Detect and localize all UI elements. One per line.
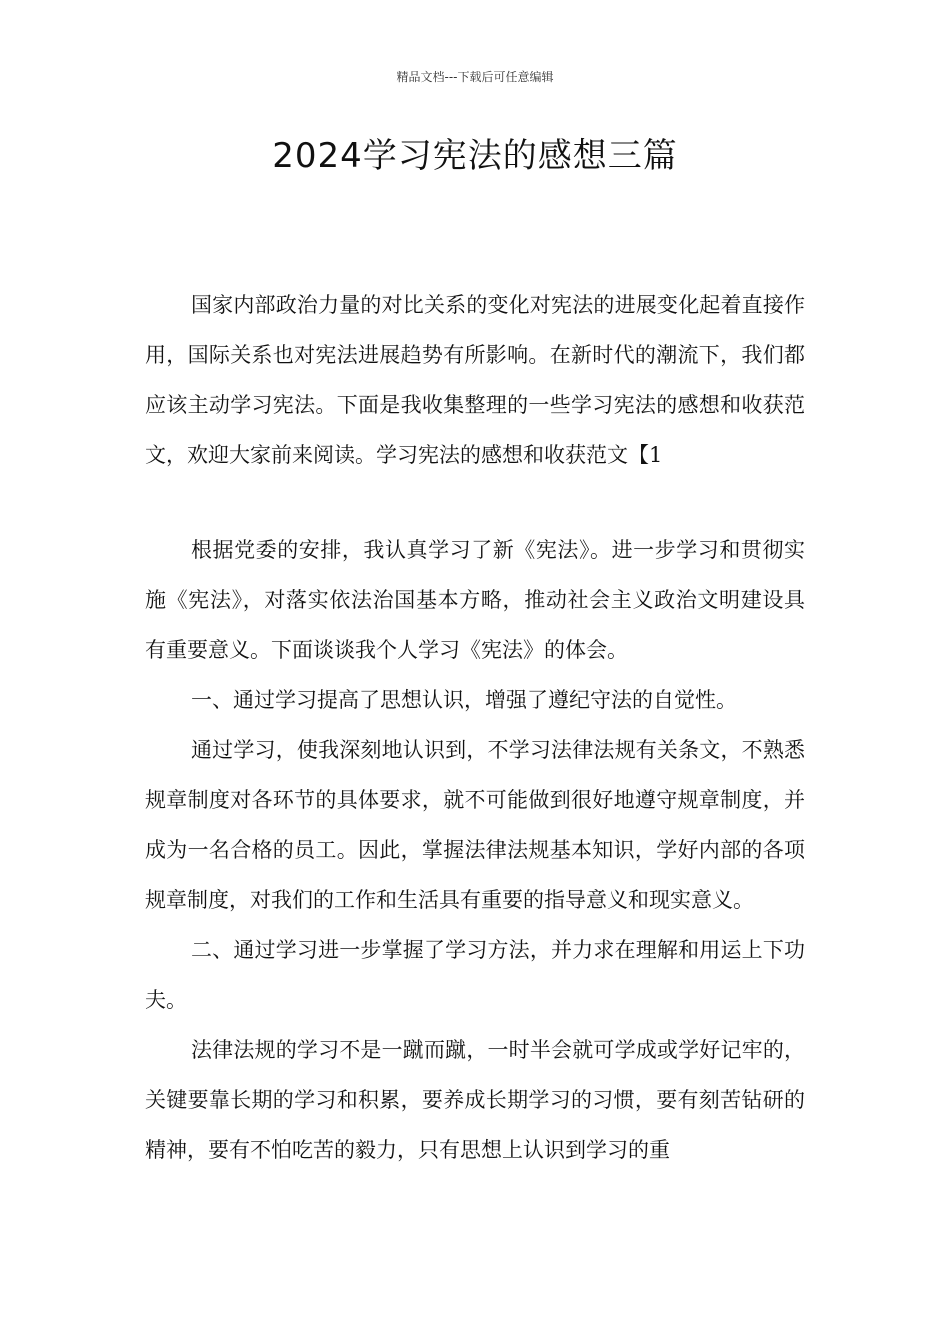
document-title: 2024学习宪法的感想三篇: [272, 136, 678, 176]
intro-block: [145, 280, 805, 480]
section-heading: 一、通过学习提高了思想认识，增强了遵纪守法的自觉性。: [191, 688, 737, 712]
section-heading: 二、通过学习进一步掌握了学习方法，并力求在理解和用运上下功夫。: [145, 938, 805, 1012]
intro-paragraph: 国家内部政治力量的对比关系的变化对宪法的进展变化起着直接作用，国际关系也对宪法进展趋势有所影响。在新时代的潮流下，我们都应该主动学习宪法。下面是我收集整理的一些学习宪法的感想和收获范文，欢迎大家前来阅读。学习宪法的感想和收获范文【1: [145, 293, 805, 467]
header-note: 精品文档---下载后可任意编辑: [396, 70, 554, 84]
body-paragraph: 通过学习，使我深刻地认识到，不学习法律法规有关条文，不熟悉规章制度对各环节的具体要求，就不可能做到很好地遵守规章制度，并成为一名合格的员工。因此，掌握法律法规基本知识，学好内部的各项规章制度，对我们的工作和生活具有重要的指导意义和现实意义。: [145, 738, 805, 912]
body-block: [145, 525, 805, 1175]
body-paragraph: 根据党委的安排，我认真学习了新《宪法》。进一步学习和贯彻实施《宪法》，对落实依法治国基本方略，推动社会主义政治文明建设具有重要意义。下面谈谈我个人学习《宪法》的体会。: [145, 538, 805, 662]
body-paragraph: 法律法规的学习不是一蹴而蹴，一时半会就可学成或学好记牢的，关键要靠长期的学习和积累，要养成长期学习的习惯，要有刻苦钻研的精神，要有不怕吃苦的毅力，只有思想上认识到学习的重: [145, 1038, 805, 1162]
